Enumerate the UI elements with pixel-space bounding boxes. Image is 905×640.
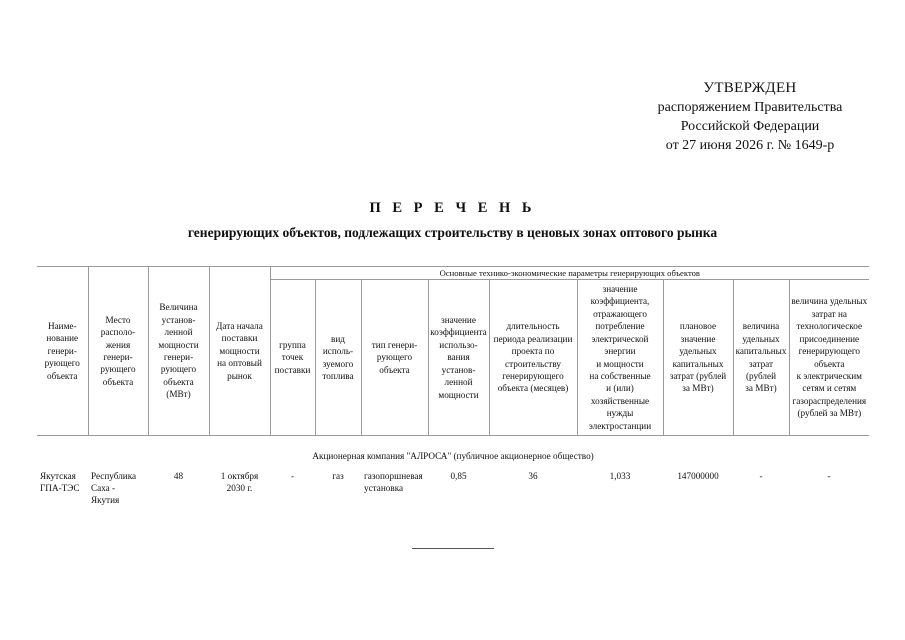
header-capex-specific: величина удельных капитальных затрат (рублей за МВт) <box>733 280 789 436</box>
cell-object-type: газопоршневая установка <box>364 470 423 493</box>
approval-line-government: Российской Федерации <box>680 119 820 134</box>
cell-capex-specific: - <box>759 470 763 481</box>
header-fuel: вид исполь- зуемого топлива <box>315 280 361 436</box>
cell-duration: 36 <box>528 470 538 481</box>
approval-block <box>630 79 870 155</box>
cell-location: Республика Саха - Якутия <box>91 470 137 506</box>
cell-name: Якутская ГПА-ТЭС <box>40 470 80 493</box>
header-group-parameters: Основные технико-экономические параметры генерирующих объектов <box>270 267 869 280</box>
cell-capex-plan: 147000000 <box>677 470 719 481</box>
document-subtitle: генерирующих объектов, подлежащих строительству в ценовых зонах оптового рынка <box>187 225 718 240</box>
company-row: Акционерная компания "АЛРОСА" (публичное акционерное общество) <box>312 451 594 461</box>
cell-connection-cost: - <box>827 470 831 481</box>
header-name: Наиме- нование генери- рующего объекта <box>37 267 88 436</box>
cell-supply-group: - <box>290 470 295 481</box>
table-row <box>37 468 869 507</box>
header-own-needs: значение коэффициента, отражающего потребление электрической энергии и мощности на собственные и (или) хозяйственные нужды электростанции <box>577 280 663 436</box>
approval-line-date: от 27 июня 2026 г. № 1649-р <box>665 138 835 153</box>
cell-start-date: 1 октября 2030 г. <box>220 470 259 493</box>
cell-fuel: газ <box>332 470 344 481</box>
end-divider <box>412 548 494 549</box>
approval-line-order: распоряжением Правительства <box>657 100 843 115</box>
header-object-type: тип генери- рующего объекта <box>361 280 428 436</box>
header-capex-plan: плановое значение удельных капитальных затрат (рублей за МВт) <box>663 280 733 436</box>
header-location: Место располо- жения генери- рующего объекта <box>88 267 148 436</box>
approval-heading: УТВЕРЖДЕН <box>703 80 797 96</box>
cell-capacity: 48 <box>173 470 184 481</box>
header-connection-cost: величина удельных затрат на технологическое присоединение генерирующего объекта к электрическим сетям и сетям газораспределения (рублей за МВт) <box>789 280 869 436</box>
header-duration: длительность периода реализации проекта по строительству генерирующего объекта (месяцев) <box>489 280 577 436</box>
objects-table-container <box>37 266 869 507</box>
header-utilization: значение коэффициента использо- вания установ- ленной мощности <box>428 280 489 436</box>
header-start-date: Дата начала поставки мощности на оптовый рынок <box>209 267 270 436</box>
header-supply-group: группа точек поставки <box>270 280 315 436</box>
document-title: П Е Р Е Ч Е Н Ь <box>369 200 536 216</box>
cell-own-needs: 1,033 <box>609 470 631 481</box>
objects-table <box>37 266 869 507</box>
cell-utilization: 0,85 <box>450 470 467 481</box>
header-capacity: Величина установ- ленной мощности генери- рующего объекта (МВт) <box>148 267 209 436</box>
